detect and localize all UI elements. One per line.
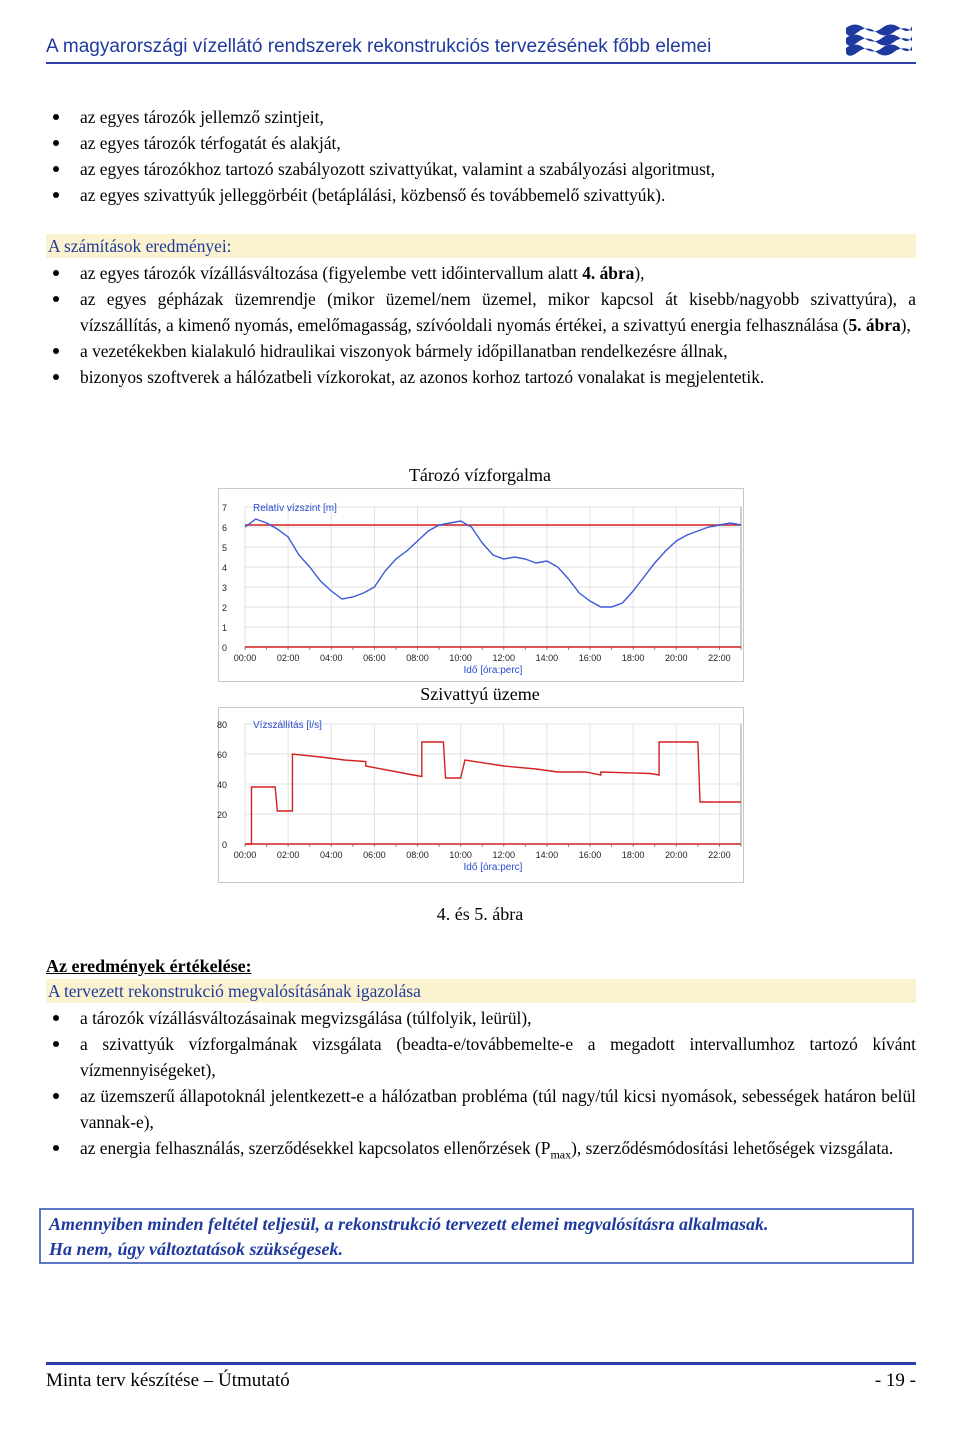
x-axis-label: Idő [óra:perc] [463, 862, 523, 873]
list-item: az egyes gépházak üzemrendje (mikor üzemel/nem üzemel, mikor kapcsol át kisebb/nagyobb szivattyúra), a vízszállítás, a kimenő nyomás, emelőmagasság, szívóoldali nyomás értékei, a szivattyú energia felhasználása (5. ábra), [46, 286, 916, 338]
y-tick-label: 5 [221, 543, 227, 553]
x-tick-label: 20:00 [665, 653, 688, 663]
x-tick-label: 08:00 [406, 850, 429, 860]
y-tick-label: 40 [216, 780, 227, 790]
x-tick-label: 04:00 [319, 850, 343, 860]
conclusion-box [39, 1208, 914, 1264]
x-tick-label: 20:00 [665, 850, 688, 860]
footer-rule [46, 1362, 916, 1365]
x-tick-label: 10:00 [449, 653, 472, 663]
verification-heading: A tervezett rekonstrukció megvalósításának igazolása [48, 981, 421, 1001]
chart-svg [219, 489, 743, 681]
x-tick-label: 00:00 [233, 850, 257, 860]
x-tick-label: 02:00 [276, 850, 300, 860]
list-item: bizonyos szoftverek a hálózatbeli vízkorokat, az azonos korhoz tartozó vonalakat is megjelentetik. [46, 364, 916, 390]
conclusion-line-1: Amennyiben minden feltétel teljesül, a rekonstrukció tervezett elemei megvalósításra alkalmasak. [49, 1214, 769, 1234]
list-item: az egyes szivattyúk jelleggörbéit (betáplálási, közbenső és továbbemelő szivattyúk). [46, 182, 916, 208]
x-tick-label: 18:00 [621, 653, 645, 663]
chart-svg [216, 708, 743, 882]
list-item: az üzemszerű állapotoknál jelentkezett-e a hálózatban probléma (túl nagy/túl kicsi nyomások, sebességek határon belül vannak-e), [46, 1083, 916, 1135]
x-tick-label: 06:00 [363, 653, 386, 663]
x-tick-label: 12:00 [492, 653, 516, 663]
conclusion-line-2: Ha nem, úgy változtatások szükségesek. [49, 1239, 344, 1259]
y-tick-label: 2 [221, 603, 227, 613]
x-tick-label: 02:00 [276, 653, 300, 663]
list-item: a tározók vízállásváltozásainak megvizsgálása (túlfolyik, leürül), [46, 1005, 916, 1031]
chart-title-pump: Szivattyú üzeme [420, 684, 540, 704]
results-list [46, 260, 916, 390]
results-heading: A számítások eredményei: [48, 236, 232, 256]
x-tick-label: 00:00 [233, 653, 257, 663]
y-tick-label: 1 [221, 623, 227, 633]
list-item: a vezetékekben kialakuló hidraulikai viszonyok bármely időpillanatban rendelkezésre állnak, [46, 338, 916, 364]
chart-title-reservoir: Tározó vízforgalma [408, 465, 552, 485]
evaluation-heading: Az eredmények értékelése: [46, 956, 252, 976]
y-tick-label: 6 [221, 523, 227, 533]
x-tick-label: 22:00 [708, 850, 731, 860]
verification-list [46, 1005, 916, 1167]
x-tick-label: 14:00 [535, 653, 559, 663]
x-tick-label: 16:00 [578, 653, 602, 663]
input-data-list [46, 104, 916, 208]
list-item: az energia felhasználás, szerződésekkel kapcsolatos ellenőrzések $(P_{max})$, szerződésmódosítási lehetőségek vizsgálata. [46, 1135, 916, 1167]
waves-logo-icon [842, 20, 914, 58]
list-item: az egyes tározók térfogatát és alakját, [46, 130, 916, 156]
x-tick-label: 14:00 [535, 850, 559, 860]
page-number: - 19 - [874, 1370, 916, 1391]
x-tick-label: 12:00 [492, 850, 516, 860]
y-tick-label: 3 [221, 583, 227, 593]
x-tick-label: 08:00 [406, 653, 429, 663]
list-item: az egyes tározók jellemző szintjeit, [46, 104, 916, 130]
x-tick-label: 22:00 [708, 653, 731, 663]
y-tick-label: 80 [216, 720, 227, 730]
x-axis-label: Idő [óra:perc] [463, 665, 523, 676]
list-item: az egyes tározókhoz tartozó szabályozott szivattyúkat, valamint a szabályozási algoritmust, [46, 156, 916, 182]
page-header [46, 28, 916, 64]
figure-caption: 4. és 5. ábra [436, 904, 524, 924]
pump-flow-chart [218, 707, 744, 883]
x-tick-label: 06:00 [363, 850, 386, 860]
plot-area [245, 507, 741, 647]
list-item: az egyes tározók vízállásváltozása (figyelembe vett időintervallum alatt 4. ábra), [46, 260, 916, 286]
y-tick-label: 4 [221, 563, 227, 573]
running-title: A magyarországi vízellátó rendszerek rekonstrukciós tervezésének főbb elemei [46, 36, 712, 57]
y-tick-label: 60 [216, 750, 227, 760]
header-rule [46, 62, 916, 64]
x-tick-label: 16:00 [578, 850, 602, 860]
reservoir-level-chart [218, 488, 744, 682]
x-tick-label: 18:00 [621, 850, 645, 860]
list-item: a szivattyúk vízforgalmának vizsgálata (beadta-e/továbbemelte-e a megadott intervallumhoz tartozó kívánt vízmennyiségeket), [46, 1031, 916, 1083]
x-tick-label: 10:00 [449, 850, 472, 860]
y-axis-label: Relatív vízszint [m] [253, 503, 337, 514]
verification-heading-band [46, 979, 916, 1003]
results-heading-band [46, 234, 916, 258]
x-tick-label: 04:00 [319, 653, 343, 663]
footer-title: Minta terv készítése – Útmutató [46, 1370, 290, 1391]
y-tick-label: 0 [221, 643, 227, 653]
y-axis-label: Vízszállítás [l/s] [253, 720, 322, 731]
y-tick-label: 7 [221, 503, 227, 513]
y-tick-label: 20 [216, 810, 227, 820]
y-tick-label: 0 [221, 840, 227, 850]
